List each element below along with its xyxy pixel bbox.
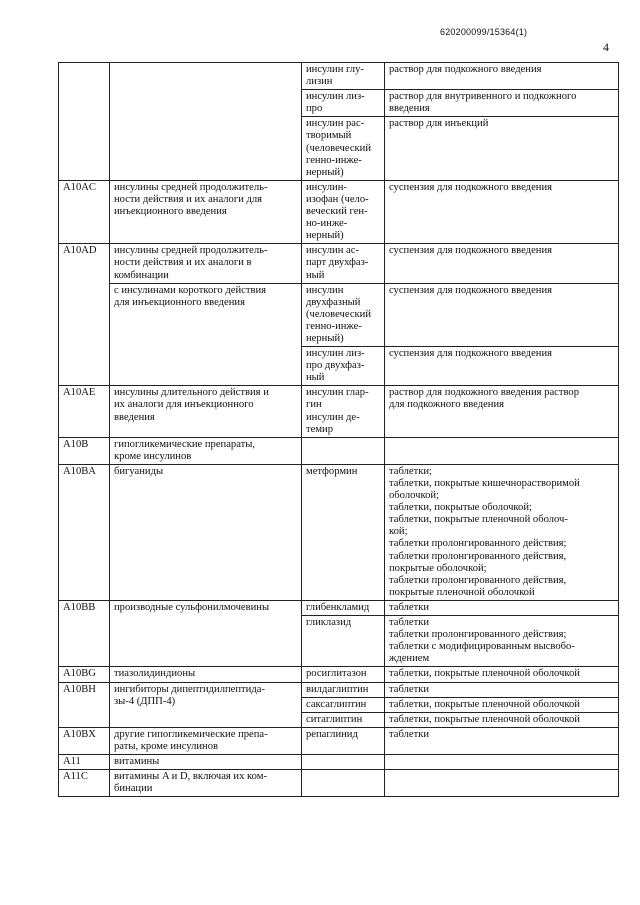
document-id: 620200099/15364(1) <box>440 27 528 37</box>
dosage-form-cell: раствор для подкожного введения <box>385 63 619 90</box>
substance-cell: репаглинид <box>302 727 385 754</box>
dosage-form-cell: раствор для инъекций <box>385 117 619 180</box>
drug-table <box>58 62 619 797</box>
table-row <box>59 600 619 615</box>
atc-code-cell: A10BB <box>59 600 110 666</box>
dosage-form-cell <box>385 437 619 464</box>
dosage-form-cell <box>385 770 619 797</box>
group-name-cell: тиазолидиндионы <box>110 667 302 682</box>
atc-code-cell: A10BG <box>59 667 110 682</box>
group-name-cell <box>110 63 302 181</box>
substance-cell: инсулин лиз- про <box>302 90 385 117</box>
atc-code-cell: A10AC <box>59 180 110 243</box>
dosage-form-cell: таблетки; таблетки, покрытые кишечнорастворимой оболочкой; таблетки, покрытые оболочкой; таблетки, покрытые пленочной оболоч- кой; таблетки пролонгированного действия; таблетки пролонгированного действия, покрытые оболочкой; таблетки пролонгированного действия, покрытые пленочной оболочкой <box>385 464 619 600</box>
group-name-cell: другие гипогликемические препа- раты, кроме инсулинов <box>110 727 302 754</box>
atc-code-cell: A10BH <box>59 682 110 727</box>
group-name-cell: производные сульфонилмочевины <box>110 600 302 666</box>
table-row <box>59 63 619 90</box>
substance-cell: саксаглиптин <box>302 697 385 712</box>
substance-cell <box>302 437 385 464</box>
dosage-form-cell: суспензия для подкожного введения <box>385 347 619 386</box>
substance-cell: ситаглиптин <box>302 712 385 727</box>
group-name-cell: гипогликемические препараты, кроме инсулинов <box>110 437 302 464</box>
atc-code-cell: A11 <box>59 754 110 769</box>
dosage-form-cell: суспензия для подкожного введения <box>385 244 619 283</box>
substance-cell: инсулин двухфазный (человеческий генно-инже- нерный) <box>302 283 385 346</box>
group-name-cell: витамины A и D, включая их ком- бинации <box>110 770 302 797</box>
group-name-cell: инсулины длительного действия и их аналоги для инъекционного введения <box>110 386 302 437</box>
substance-cell: инсулин рас- творимый (человеческий генно-инже- нерный) <box>302 117 385 180</box>
group-name-cell: с инсулинами короткого действия для инъекционного введения <box>110 283 302 386</box>
table-row <box>59 682 619 697</box>
dosage-form-cell: таблетки, покрытые пленочной оболочкой <box>385 667 619 682</box>
table-row <box>59 667 619 682</box>
group-name-cell: витамины <box>110 754 302 769</box>
substance-cell <box>302 754 385 769</box>
dosage-form-cell: таблетки <box>385 600 619 615</box>
group-name-cell: бигуаниды <box>110 464 302 600</box>
dosage-form-cell <box>385 754 619 769</box>
substance-cell: инсулин глу- лизин <box>302 63 385 90</box>
substance-cell <box>302 770 385 797</box>
substance-cell: инсулин глар- гин инсулин де- темир <box>302 386 385 437</box>
dosage-form-cell: таблетки <box>385 727 619 754</box>
substance-cell: глибенкламид <box>302 600 385 615</box>
dosage-form-cell: суспензия для подкожного введения <box>385 180 619 243</box>
dosage-form-cell: таблетки <box>385 682 619 697</box>
substance-cell: гликлазид <box>302 616 385 667</box>
table-row <box>59 770 619 797</box>
dosage-form-cell: суспензия для подкожного введения <box>385 283 619 346</box>
atc-code-cell: A10AD <box>59 244 110 386</box>
atc-code-cell: A10AE <box>59 386 110 437</box>
table-row <box>59 437 619 464</box>
dosage-form-cell: таблетки, покрытые пленочной оболочкой <box>385 712 619 727</box>
table-row <box>59 727 619 754</box>
table-row <box>59 386 619 437</box>
substance-cell: инсулин лиз- про двухфаз- ный <box>302 347 385 386</box>
table-row <box>59 464 619 600</box>
atc-code-cell <box>59 63 110 181</box>
group-name-cell: ингибиторы дипептидилпептида- зы-4 (ДПП-4) <box>110 682 302 727</box>
group-name-cell: инсулины средней продолжитель- ности действия и их аналоги в комбинации <box>110 244 302 283</box>
atc-code-cell: A10BA <box>59 464 110 600</box>
substance-cell: вилдаглиптин <box>302 682 385 697</box>
dosage-form-cell: таблетки таблетки пролонгированного действия; таблетки с модифицированным высвобо- ждением <box>385 616 619 667</box>
page-number: 4 <box>603 40 609 54</box>
dosage-form-cell: раствор для внутривенного и подкожного введения <box>385 90 619 117</box>
atc-code-cell: A11C <box>59 770 110 797</box>
atc-code-cell: A10B <box>59 437 110 464</box>
substance-cell: инсулин- изофан (чело- веческий ген- но-инже- нерный) <box>302 180 385 243</box>
table-row <box>59 244 619 283</box>
group-name-cell: инсулины средней продолжитель- ности действия и их аналоги для инъекционного введения <box>110 180 302 243</box>
table-row <box>59 180 619 243</box>
table-row <box>59 754 619 769</box>
substance-cell: росиглитазон <box>302 667 385 682</box>
dosage-form-cell: раствор для подкожного введения раствор для подкожного введения <box>385 386 619 437</box>
substance-cell: метформин <box>302 464 385 600</box>
table-row <box>59 283 619 346</box>
atc-code-cell: A10BX <box>59 727 110 754</box>
substance-cell: инсулин ас- парт двухфаз- ный <box>302 244 385 283</box>
dosage-form-cell: таблетки, покрытые пленочной оболочкой <box>385 697 619 712</box>
